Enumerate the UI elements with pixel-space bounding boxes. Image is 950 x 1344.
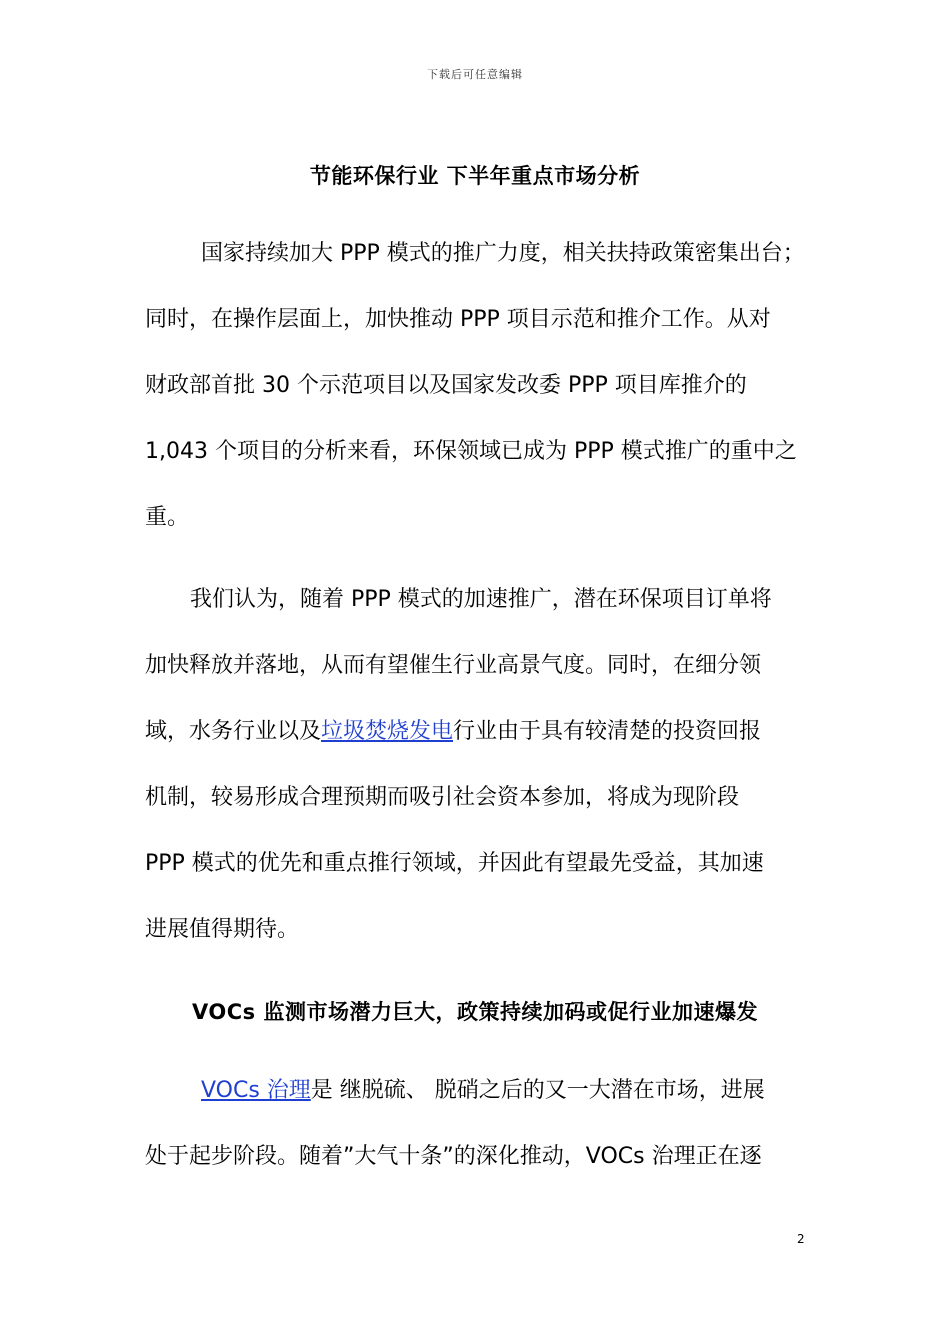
para3-line-2: 处于起步阶段。随着”大气十条”的深化推动，VOCs 治理正在逐 [145,1144,762,1169]
para3-line-1 [201,1076,765,1106]
para2-line-4: 机制，较易形成合理预期而吸引社会资本参加，将成为现阶段 [145,785,740,810]
para2-line-3 [145,717,761,747]
para1-line-2: 同时，在操作层面上，加快推动 PPP 项目示范和推介工作。从对 [145,307,771,332]
page-number: 2 [797,1232,805,1246]
para2-line-3-after: 行业由于具有较清楚的投资回报 [453,719,762,744]
para1-line-3: 财政部首批 30 个示范项目以及国家发改委 PPP 项目库推介的 [145,373,747,398]
para2-line-2: 加快释放并落地，从而有望催生行业高景气度。同时，在细分领 [145,653,762,678]
para1-line-5: 重。 [145,505,190,530]
para3-line-1-after: 是 继脱硫、 脱硝之后的又一大潜在市场，进展 [310,1078,765,1103]
section-title-vocs: VOCs 监测市场潜力巨大，政策持续加码或促行业加速爆发 [192,1000,758,1024]
para2-line-5: PPP 模式的优先和重点推行领域，并因此有望最先受益，其加速 [145,851,764,876]
waste-incineration-link[interactable]: 垃圾焚烧发电 [321,719,454,744]
section-title-energy-saving: 节能环保行业 下半年重点市场分析 [309,164,641,188]
para1-line-1: 国家持续加大 PPP 模式的推广力度，相关扶持政策密集出台； [201,241,805,266]
header-note: 下载后可任意编辑 [427,68,523,81]
para2-line-3-before: 域，水务行业以及 [145,719,322,744]
para1-line-4: 1,043 个项目的分析来看，环保领域已成为 PPP 模式推广的重中之 [145,439,797,464]
para2-line-1: 我们认为，随着 PPP 模式的加速推广，潜在环保项目订单将 [190,587,772,612]
para2-line-6: 进展值得期待。 [145,917,300,942]
vocs-treatment-link[interactable]: VOCs 治理 [201,1078,311,1103]
